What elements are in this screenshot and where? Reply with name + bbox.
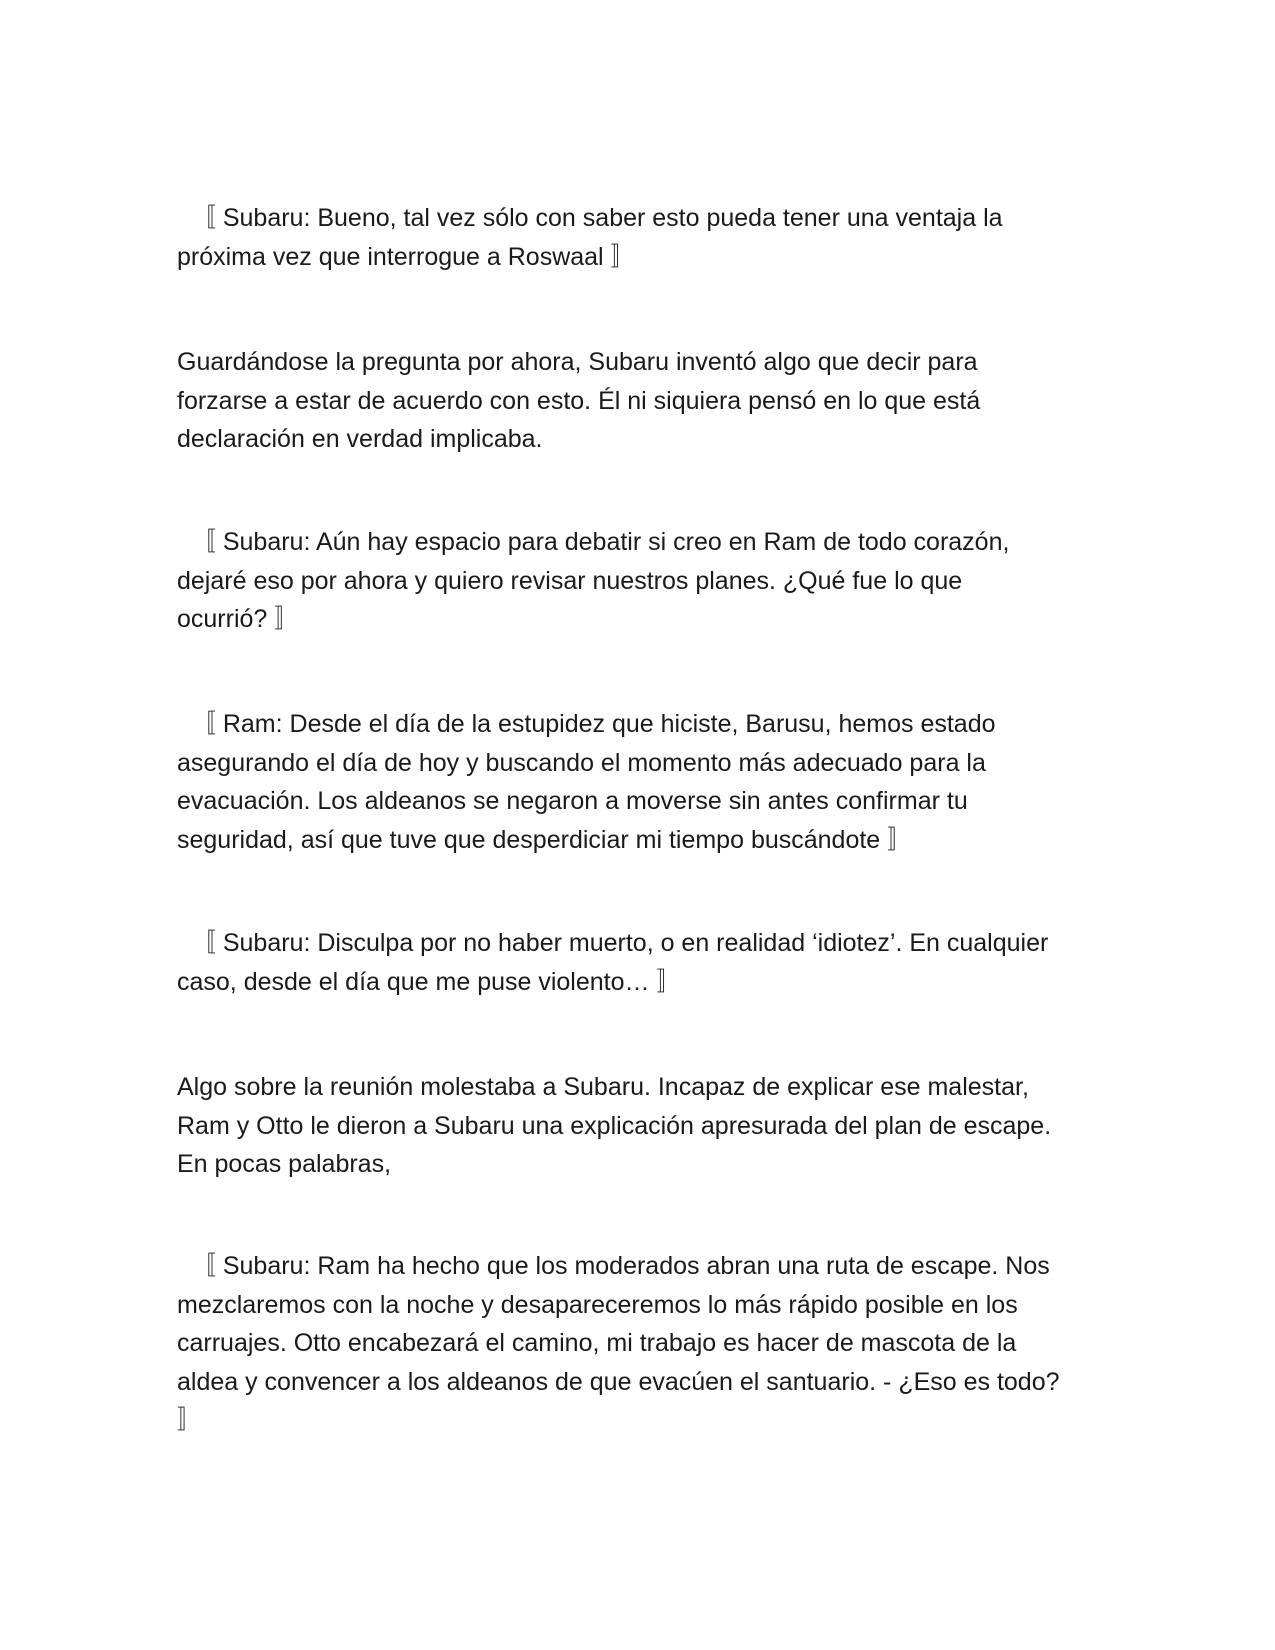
text-line: declaración en verdad implicaba.: [177, 425, 543, 453]
text-line: dejaré eso por ahora y quiero revisar nuestros planes. ¿Qué fue lo que: [177, 566, 963, 595]
text-line: Guardándose la pregunta por ahora, Subaru inventó algo que decir para: [177, 348, 978, 376]
text-line: 〛: [177, 1406, 203, 1434]
text-line: mezclaremos con la noche y desapareceremos lo más rápido posible en los: [177, 1290, 1018, 1319]
text-line: Algo sobre la reunión molestaba a Subaru. Incapaz de explicar ese malestar,: [177, 1073, 1029, 1101]
text-line: aldea y convencer a los aldeanos de que evacúen el santuario. - ¿Eso es todo?: [177, 1367, 1060, 1396]
text-line: Ram y Otto le dieron a Subaru una explicación apresurada del plan de escape.: [177, 1111, 1052, 1140]
text-line: 〚 Subaru: Ram ha hecho que los moderados abran una ruta de escape. Nos: [177, 1252, 1050, 1280]
text-line: evacuación. Los aldeanos se negaron a moverse sin antes confirmar tu: [177, 787, 968, 815]
text-line: 〚 Subaru: Disculpa por no haber muerto, o en realidad ‘idiotez’. En cualquier: [177, 929, 1049, 957]
dialogue-paragraph-subaru-4: [177, 1247, 1117, 1440]
text-line: 〚 Subaru: Aún hay espacio para debatir si creo en Ram de todo corazón,: [177, 528, 1010, 556]
text-line: ocurrió? 〛: [177, 605, 300, 633]
text-line: 〚 Ram: Desde el día de la estupidez que hiciste, Barusu, hemos estado: [177, 710, 996, 738]
narration-paragraph-1: [177, 343, 1117, 459]
dialogue-paragraph-ram: [177, 705, 1117, 859]
text-line: caso, desde el día que me puse violento… 〛: [177, 967, 682, 996]
text-line: seguridad, así que tuve que desperdiciar mi tiempo buscándote 〛: [177, 825, 913, 854]
dialogue-paragraph-subaru-2: [177, 523, 1117, 639]
narration-paragraph-2: [177, 1068, 1117, 1184]
text-line: En pocas palabras,: [177, 1150, 392, 1178]
text-line: próxima vez que interrogue a Roswaal 〛: [177, 242, 636, 271]
text-line: 〚 Subaru: Bueno, tal vez sólo con saber esto pueda tener una ventaja la: [177, 204, 1003, 232]
text-line: carruajes. Otto encabezará el camino, mi trabajo es hacer de mascota de la: [177, 1329, 1017, 1357]
text-line: forzarse a estar de acuerdo con esto. Él ni siquiera pensó en lo que está: [177, 386, 981, 415]
text-line: asegurando el día de hoy y buscando el momento más adecuado para la: [177, 748, 986, 777]
dialogue-paragraph-subaru-1: [177, 199, 1117, 276]
dialogue-paragraph-subaru-3: [177, 924, 1117, 1001]
